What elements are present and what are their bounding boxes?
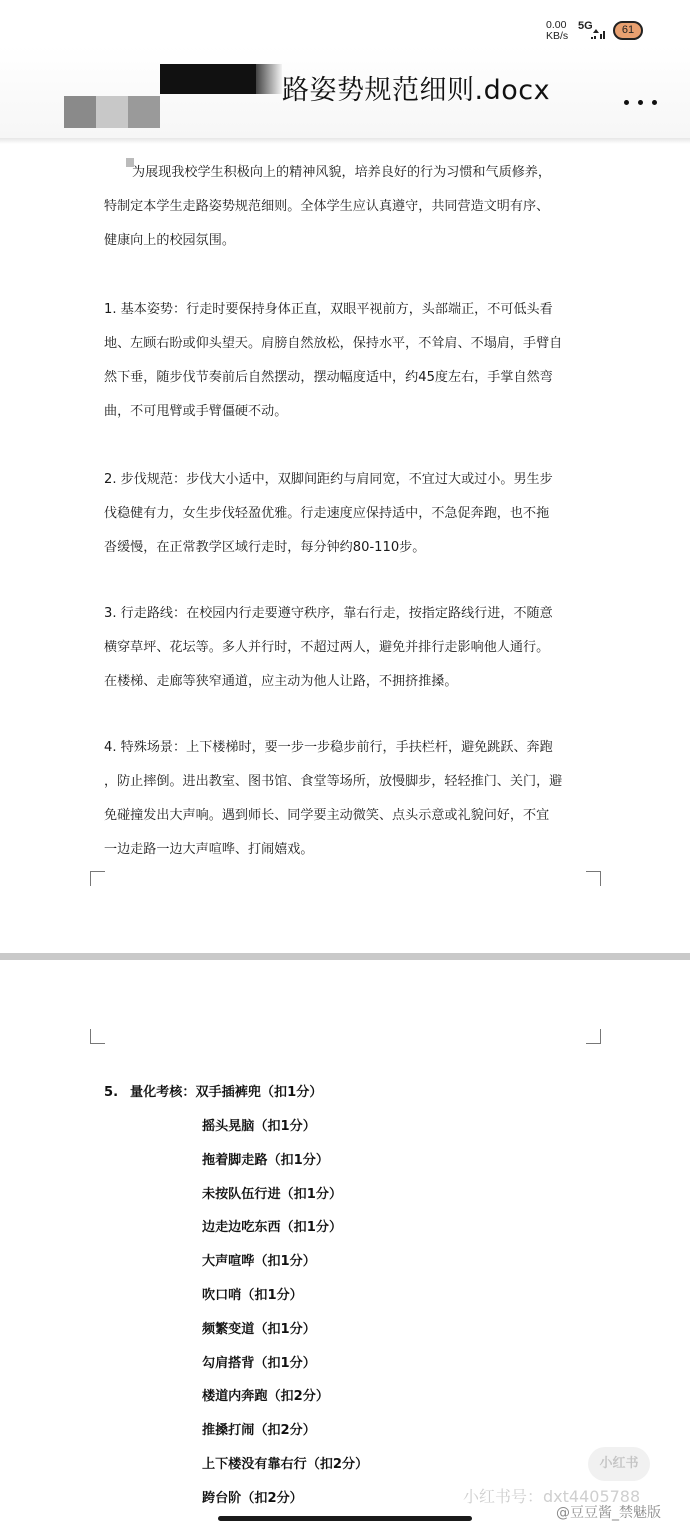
section-line: 4. 特殊场景：上下楼梯时，要一步一步稳步前行，手扶栏杆，避免跳跃、奔跑 (104, 740, 553, 755)
deduction-item: 上下楼没有靠右行（扣2分） (202, 1456, 369, 1472)
redaction-block (160, 64, 256, 94)
deduction-item: 跨台阶（扣2分） (202, 1490, 303, 1506)
section-line: 在楼梯、走廊等狭窄通道，应主动为他人让路，不拥挤推搡。 (104, 674, 458, 689)
deduction-item: 推搡打闹（扣2分） (202, 1423, 316, 1439)
section-5-heading (104, 1082, 322, 1104)
page-corner-mark (90, 871, 105, 886)
section-5-title: 量化考核：双手插裤兜（扣1分） (130, 1085, 323, 1100)
section-5-number: 5. (104, 1085, 119, 1100)
deduction-item: 拖着脚走路（扣1分） (202, 1152, 329, 1168)
section-3-paragraph (104, 597, 594, 699)
more-dot-icon (638, 100, 643, 105)
section-line: 伐稳健有力，女生步伐轻盈优雅。行走速度应保持适中，不急促奔跑，也不拖 (104, 506, 550, 521)
deduction-item: 未按队伍行进（扣1分） (202, 1186, 343, 1202)
title-bar-shadow (0, 138, 690, 144)
section-line: 一边走路一边大声喧哗、打闹嬉戏。 (104, 842, 314, 857)
section-2-paragraph (104, 463, 594, 565)
section-line: 然下垂，随步伐节奏前后自然摆动，摆动幅度适中，约45度左右，手掌自然弯 (104, 370, 553, 385)
network-type: 5G (578, 20, 593, 32)
more-dot-icon (624, 100, 629, 105)
section-line: 2. 步伐规范：步伐大小适中，双脚间距约与肩同宽，不宜过大或过小。男生步 (104, 472, 553, 487)
page-corner-mark (90, 1029, 105, 1044)
weibo-watermark: @豆豆酱_禁魅版 (556, 1505, 661, 1521)
section-line: 地、左顾右盼或仰头望天。肩膀自然放松，保持水平，不耸肩、不塌肩，手臂自 (104, 336, 563, 351)
section-line: 免碰撞发出大声响。遇到师长、同学要主动微笑、点头示意或礼貌问好，不宜 (104, 808, 550, 823)
section-line: ，防止摔倒。进出教室、图书馆、食堂等场所，放慢脚步，轻轻推门、关门，避 (104, 774, 563, 789)
deduction-item: 频繁变道（扣1分） (202, 1321, 316, 1337)
network-speed (546, 20, 568, 42)
redaction-fade (256, 64, 282, 94)
title-bar (0, 46, 690, 138)
page-separator (0, 953, 690, 960)
deduction-list (202, 1116, 368, 1522)
home-indicator[interactable] (218, 1516, 472, 1521)
network-speed-value: 0.00 (546, 19, 567, 31)
intro-line: 健康向上的校园氛围。 (104, 233, 235, 248)
xiaohongshu-watermark-logo: 小红书 (588, 1447, 650, 1481)
section-1-paragraph (104, 293, 594, 429)
deduction-item: 边走边吃东西（扣1分） (202, 1220, 343, 1236)
signal-icon (590, 28, 610, 40)
intro-paragraph (104, 156, 594, 258)
more-options-button[interactable] (620, 94, 662, 114)
section-line: 沓缓慢，在正常教学区域行走时，每分钟约80-110步。 (104, 540, 426, 555)
page-corner-mark (586, 871, 601, 886)
intro-line: 为展现我校学生积极向上的精神风貌，培养良好的行为习惯和气质修养， (132, 165, 551, 180)
section-line: 曲，不可甩臂或手臂僵硬不动。 (104, 404, 288, 419)
deduction-item: 勾肩搭背（扣1分） (202, 1355, 316, 1371)
page-corner-mark (586, 1029, 601, 1044)
deduction-item: 摇头晃脑（扣1分） (202, 1119, 316, 1134)
deduction-item: 楼道内奔跑（扣2分） (202, 1389, 329, 1405)
more-dot-icon (652, 100, 657, 105)
section-line: 横穿草坪、花坛等。多人并行时，不超过两人，避免并排行走影响他人通行。 (104, 640, 550, 655)
intro-line: 特制定本学生走路姿势规范细则。全体学生应认真遵守，共同营造文明有序、 (104, 199, 550, 214)
mosaic-redaction (64, 96, 160, 128)
deduction-item: 大声喧哗（扣1分） (202, 1254, 316, 1270)
network-speed-unit: KB/s (546, 30, 569, 42)
section-line: 3. 行走路线：在校园内行走要遵守秩序，靠右行走，按指定路线行进，不随意 (104, 606, 553, 621)
status-bar (0, 0, 690, 46)
deduction-item: 吹口哨（扣1分） (202, 1287, 303, 1303)
battery-icon: 61 (613, 21, 643, 40)
section-4-paragraph (104, 731, 594, 867)
xiaohongshu-watermark-id: 小红书号：dxt4405788 (463, 1487, 641, 1506)
document-title: 路姿势规范细则.docx (282, 75, 551, 106)
section-line: 1. 基本姿势：行走时要保持身体正直，双眼平视前方，头部端正，不可低头看 (104, 302, 553, 317)
